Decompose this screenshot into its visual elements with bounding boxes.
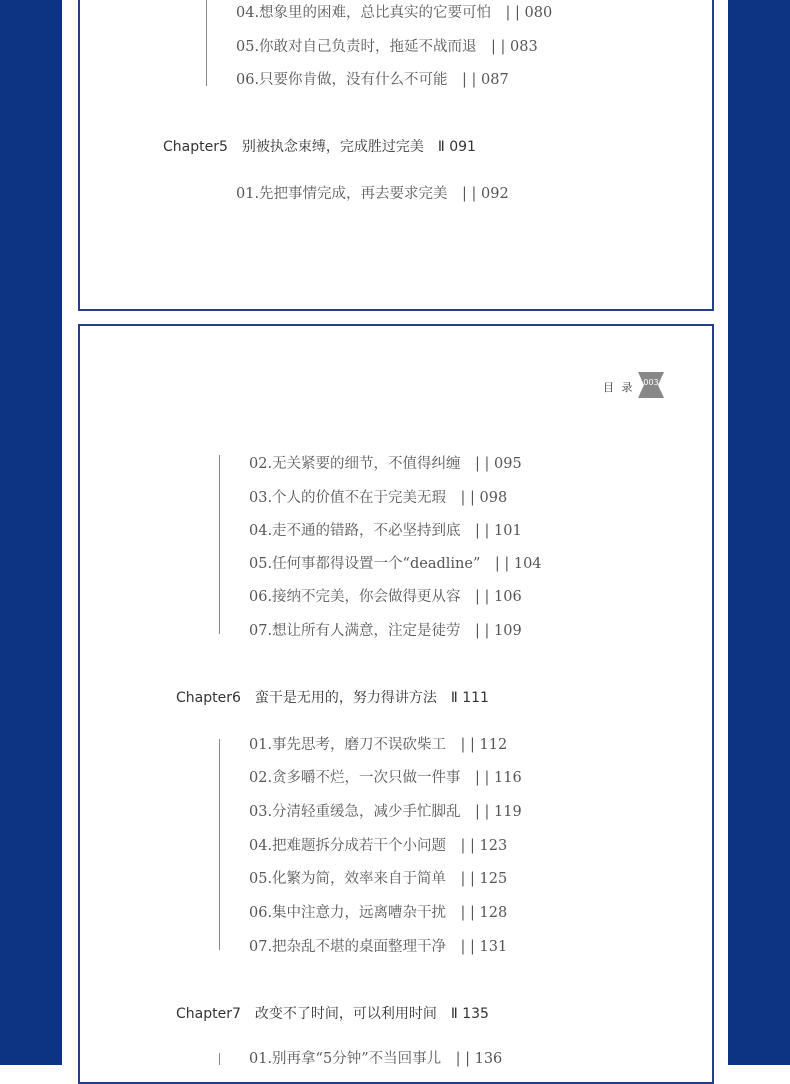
chapter-heading: Chapter7 改变不了时间，可以利用时间 Ⅱ 135: [176, 1006, 489, 1022]
toc-entry: 06.接纳不完美，你会做得更从容 | | 106: [249, 589, 522, 605]
toc-entry: 06.集中注意力，远离嘈杂干扰 | | 128: [249, 905, 508, 921]
toc-entry: 07.把杂乱不堪的桌面整理干净 | | 131: [249, 939, 508, 955]
toc-entry: 01.先把事情完成，再去要求完美 | | 092: [236, 186, 509, 202]
toc-entry: 01.事先思考，磨刀不误砍柴工 | | 112: [249, 737, 508, 753]
left-blue-margin: [0, 0, 62, 1065]
entry-rule-line: [219, 739, 220, 950]
page-number-badge: [638, 372, 664, 398]
toc-entry: 03.个人的价值不在于完美无瑕 | | 098: [249, 490, 508, 506]
toc-entry: 07.想让所有人满意，注定是徒劳 | | 109: [249, 623, 522, 639]
toc-entry: 05.化繁为简，效率来自于简单 | | 125: [249, 871, 508, 887]
chapter-heading: Chapter5 别被执念束缚，完成胜过完美 Ⅱ 091: [163, 139, 476, 155]
toc-entry: 04.把难题拆分成若干个小问题 | | 123: [249, 838, 508, 854]
page-header-label: 目 录: [603, 381, 635, 394]
toc-entry: 03.分清轻重缓急，减少手忙脚乱 | | 119: [249, 804, 522, 820]
toc-entry: 05.你敢对自己负责时，拖延不战而退 | | 083: [236, 39, 538, 55]
toc-entry: 01.别再拿“5分钟”不当回事儿 | | 136: [249, 1051, 503, 1067]
entry-rule-line: [206, 0, 207, 86]
toc-entry: 02.无关紧要的细节，不值得纠缠 | | 095: [249, 456, 522, 472]
right-blue-margin: [728, 0, 790, 1065]
chapter-heading: Chapter6 蛮干是无用的，努力得讲方法 Ⅱ 111: [176, 690, 489, 706]
entry-rule-line: [219, 1053, 220, 1065]
page-number: 003: [643, 378, 659, 387]
toc-entry: 04.想象里的困难，总比真实的它要可怕 | | 080: [236, 5, 553, 21]
toc-entry: 04.走不通的错路，不必坚持到底 | | 101: [249, 523, 522, 539]
toc-entry: 02.贪多嚼不烂，一次只做一件事 | | 116: [249, 770, 522, 786]
entry-rule-line: [219, 455, 220, 634]
toc-entry: 06.只要你肯做，没有什么不可能 | | 087: [236, 72, 509, 88]
toc-entry: 05.任何事都得设置一个“deadline” | | 104: [249, 556, 542, 572]
